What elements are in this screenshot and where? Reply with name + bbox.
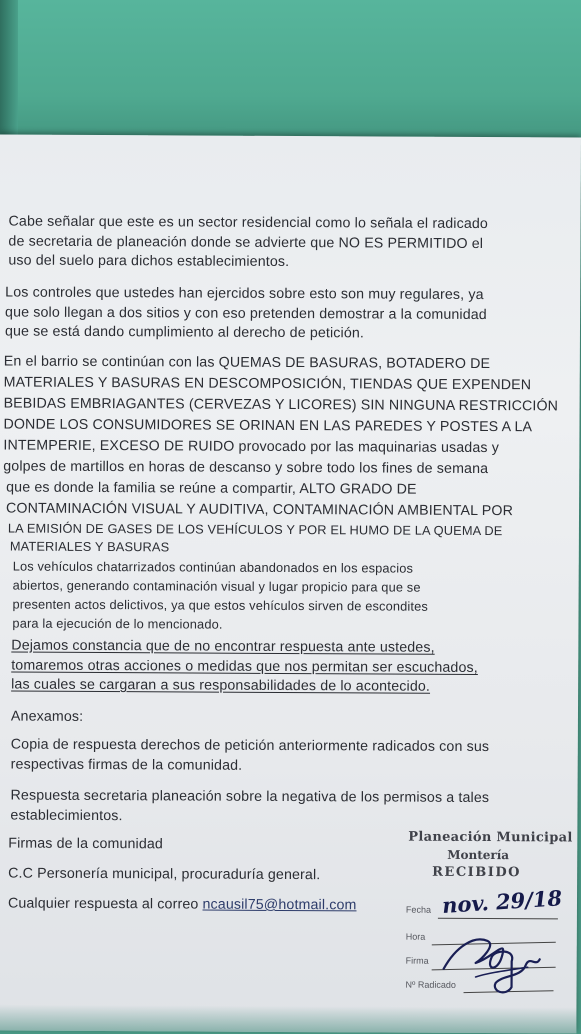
p3-line-6: golpes de martillos en horas de descanso y sobre todo los fines de semana xyxy=(3,458,489,478)
annex2-line-2: establecimientos. xyxy=(10,807,123,825)
p4-line-4: para la ejecución de lo mencionado. xyxy=(12,615,223,632)
p1-line-1: Cabe señalar que este es un sector residencial como lo señala el radicado xyxy=(8,213,489,233)
document-page xyxy=(0,134,581,1033)
p4-line-3: presenten actos delictivos, ya que estos vehículos sirven de escondites xyxy=(12,596,428,614)
p5-line-3: las cuales se cargaran a sus responsabilidades de lo acontecido. xyxy=(11,676,431,695)
stamp-date-value: nov. 29/18 xyxy=(441,885,563,918)
cc-line: C.C Personería municipal, procuraduría general. xyxy=(8,865,321,884)
p3-line-8: CONTAMINACIÓN VISUAL Y AUDITIVA, CONTAMINACIÓN AMBIENTAL POR xyxy=(6,500,514,520)
p4-line-2: abiertos, generando contaminación visual y lugar propicio para que se xyxy=(12,577,421,595)
p1-line-3: uso del suelo para dichos establecimientos. xyxy=(8,252,290,270)
email-link[interactable]: ncausil75@hotmail.com xyxy=(202,896,357,914)
p3-line-9: LA EMISIÓN DE GASES DE LOS VEHÍCULOS Y POR EL HUMO DE LA QUEMA DE xyxy=(7,520,503,539)
p2-line-2: que solo llegan a dos sitios y con eso pretenden demostrar a la comunidad xyxy=(5,304,487,324)
handwritten-signature xyxy=(435,927,545,1003)
p1-line-2: de secretaria de planeación donde se advierte que NO ES PERMITIDO el xyxy=(8,233,484,253)
page-bottom-shadow xyxy=(0,1004,576,1033)
stamp-city: Montería xyxy=(447,847,510,863)
stamp-file-label: Nº Radicado xyxy=(405,979,456,990)
p3-line-2: MATERIALES Y BASURAS EN DESCOMPOSICIÓN, TIENDAS QUE EXPENDEN xyxy=(3,374,532,394)
p3-line-5: INTEMPERIE, EXCESO DE RUIDO provocado por las maquinarias usadas y xyxy=(3,437,500,457)
stamp-date-rule xyxy=(438,918,558,920)
annex-title: Anexamos: xyxy=(10,708,84,725)
p5-line-2: tomaremos otras acciones o medidas que nos permitan ser escuchados, xyxy=(11,657,478,676)
stamp-hour-label: Hora xyxy=(405,931,426,942)
firmas-line: Firmas de la comunidad xyxy=(8,835,164,853)
p2-line-1: Los controles que ustedes han ejercidos sobre esto son muy regulares, ya xyxy=(5,284,484,304)
p2-line-3: que se está dando cumplimiento al derecho de petición. xyxy=(4,323,365,342)
p3-line-7: que es donde la familia se reúne a compartir, ALTO GRADO DE xyxy=(6,479,417,498)
correo-prefix: Cualquier respuesta al correo xyxy=(7,895,203,913)
p4-line-1: Los vehículos chatarrizados continúan abandonados en los espacios xyxy=(12,558,414,576)
annex1-line-1: Copia de respuesta derechos de petición anteriormente radicados con sus xyxy=(10,736,490,756)
p5-line-1: Dejamos constancia que de no encontrar respuesta ante ustedes, xyxy=(11,637,435,656)
p3-line-1: En el barrio se continúan con las QUEMAS DE BASURAS, BOTADERO DE xyxy=(3,353,491,373)
stamp-sign-label: Firma xyxy=(405,955,429,966)
annex2-line-1: Respuesta secretaria planeación sobre la negativa de los permisos a tales xyxy=(10,787,490,807)
annex1-line-2: respectivas firmas de la comunidad. xyxy=(10,756,243,774)
correo-line xyxy=(8,896,357,914)
stamp-title: Planeación Municipal xyxy=(408,829,573,846)
stamp-date-label: Fecha xyxy=(405,904,431,915)
p3-line-3: BEBIDAS EMBRIAGANTES (CERVEZAS Y LICORES) SIN NINGUNA RESTRICCIÓN xyxy=(3,395,559,415)
p3-line-10: MATERIALES Y BASURAS xyxy=(9,538,170,555)
stamp-received: RECIBIDO xyxy=(432,864,521,881)
p3-line-4: DONDE LOS CONSUMIDORES SE ORINAN EN LAS PAREDES Y POSTES A LA xyxy=(3,416,533,436)
